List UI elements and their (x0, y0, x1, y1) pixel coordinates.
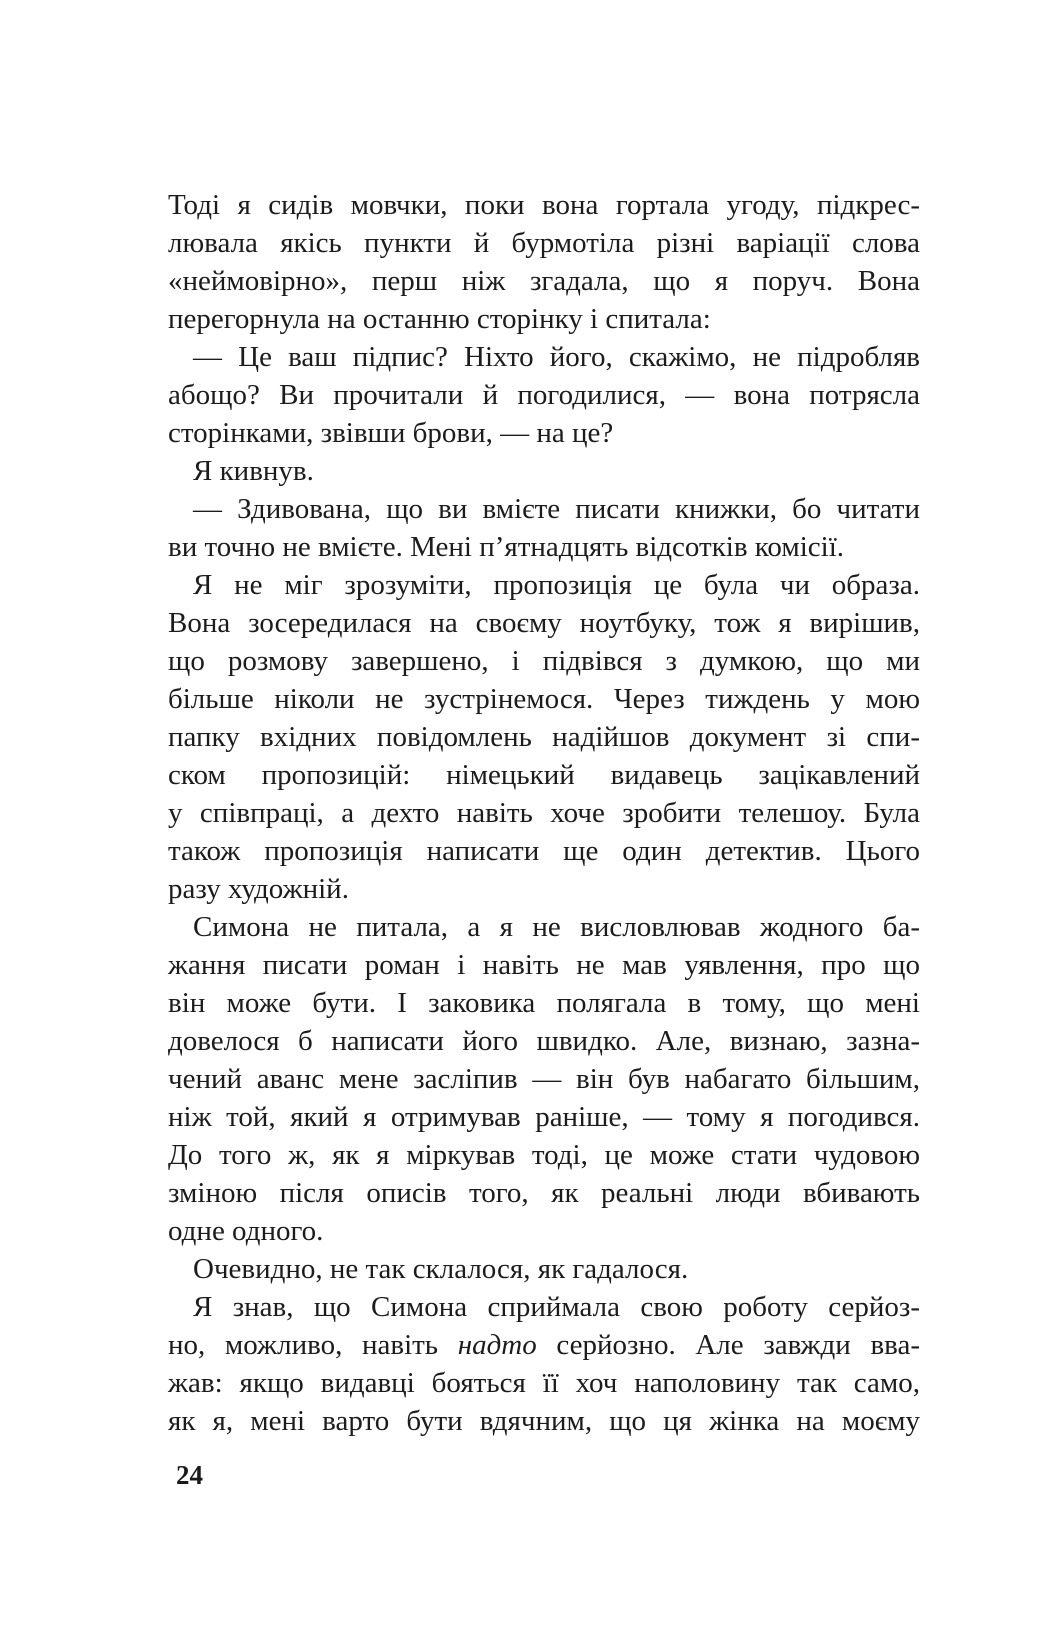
text-line: абощо? Ви прочитали й погодилися, — вона потрясла (168, 379, 920, 411)
paragraph (168, 1288, 920, 1440)
paragraph (168, 566, 920, 908)
text-line: Я кивнув. (193, 455, 314, 487)
text-line: — Це ваш підпис? Ніхто його, скажімо, не підробляв (193, 341, 920, 373)
paragraph (168, 490, 920, 566)
text-line: «неймовірно», перш ніж згадала, що я поруч. Вона (168, 265, 920, 297)
text-line: Я не міг зрозуміти, пропозиція це була чи образа. (193, 569, 920, 601)
text-line: ви точно не вмієте. Мені п’ятнадцять відсотків комісії. (168, 531, 845, 563)
text-line: но, можливо, навіть надто серйозно. Але завжди вва- (168, 1329, 921, 1361)
text-line: Я знав, що Симона сприймала свою роботу серйоз- (193, 1291, 920, 1323)
text-line: перегорнула на останню сторінку і спитала: (168, 303, 711, 335)
text-line: сторінками, звівши брови, — на це? (168, 417, 614, 449)
paragraph (168, 338, 920, 452)
text-line: що розмову завершено, і підвівся з думкою, що ми (168, 645, 920, 677)
text-line: лювала якісь пункти й бурмотіла різні варіації слова (168, 227, 920, 259)
paragraph (168, 186, 920, 338)
text-block (168, 186, 920, 1440)
text-line: як я, мені варто бути вдячним, що ця жінка на моєму (168, 1405, 920, 1437)
text-line: також пропозиція написати ще один детектив. Цього (168, 835, 920, 867)
text-line: довелося б написати його швидко. Але, визнаю, зазна- (168, 1025, 920, 1057)
page-number: 24 (176, 1460, 203, 1490)
text-line: ском пропозицій: німецький видавець зацікавлений (168, 759, 920, 791)
text-line: зміною після описів того, як реальні люди вбивають (168, 1177, 920, 1209)
text-line: чений аванс мене засліпив — він був набагато більшим, (168, 1063, 920, 1095)
text-line: Симона не питала, а я не висловлював жодного ба- (193, 911, 920, 943)
text-line: — Здивована, що ви вмієте писати книжки, бо читати (193, 493, 920, 525)
paragraph (168, 1250, 920, 1288)
text-line: ніж той, який я отримував раніше, — тому я погодився. (168, 1101, 920, 1133)
text-line: До того ж, як я міркував тоді, це може стати чудовою (168, 1139, 920, 1171)
text-line: він може бути. І заковика полягала в тому, що мені (168, 987, 920, 1019)
text-line: жання писати роман і навіть не мав уявлення, про що (168, 949, 920, 981)
paragraph (168, 452, 920, 490)
text-line: більше ніколи не зустрінемося. Через тиждень у мою (168, 683, 920, 715)
text-line: Очевидно, не так склалося, як гадалося. (193, 1253, 689, 1285)
text-line: разу художній. (168, 873, 349, 905)
text-line: папку вхідних повідомлень надійшов документ зі спи- (168, 721, 920, 753)
text-line: жав: якщо видавці бояться її хоч наполовину так само, (168, 1367, 920, 1399)
text-line: Тоді я сидів мовчки, поки вона гортала угоду, підкрес- (168, 189, 920, 221)
text-line: у співпраці, а дехто навіть хоче зробити телешоу. Була (168, 797, 920, 829)
text-line: одне одного. (168, 1215, 324, 1247)
paragraph (168, 908, 920, 1250)
text-line: Вона зосередилася на своєму ноутбуку, тож я вирішив, (168, 607, 920, 639)
